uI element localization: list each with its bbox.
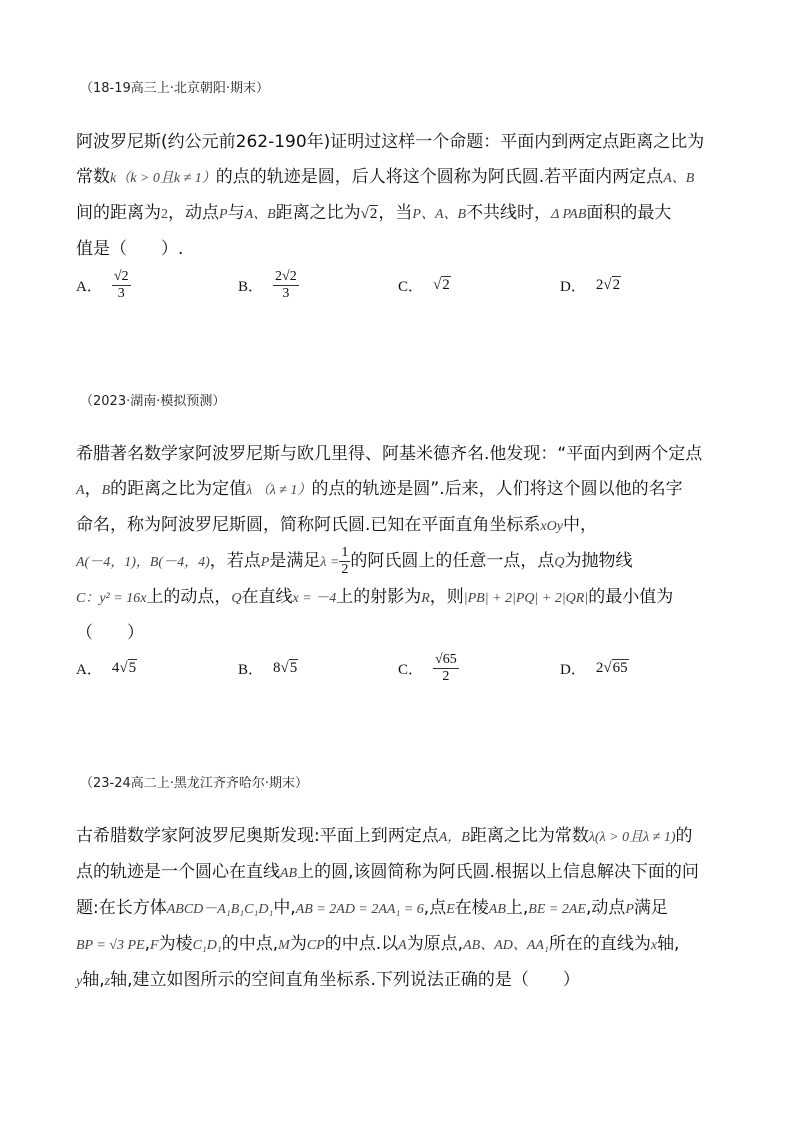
math-inline: Q — [554, 555, 565, 570]
question-line: 古希腊数学家阿波罗尼奥斯发现:平面上到两定点A，B距离之比为常数λ(λ > 0且λ ≠ 1)的 — [76, 826, 693, 846]
math-inline: x — [650, 938, 658, 953]
answer-options — [76, 265, 724, 305]
option-a[interactable]: A． 4√5 — [76, 659, 137, 678]
math-inline: E — [446, 902, 455, 917]
math-inline: A(－4，1)，B(－4，4) — [76, 555, 210, 570]
option-d[interactable]: D． 2√65 — [560, 659, 628, 678]
math-inline: AB — [488, 902, 506, 917]
question-1-text — [76, 125, 724, 267]
question-3-text — [76, 819, 724, 999]
math-inline: xOy — [540, 519, 563, 534]
radical: 2√65 — [595, 659, 628, 676]
math-inline: P、A、B — [412, 207, 467, 222]
math-inline: ABCD－A₁B₁C₁D₁ — [166, 902, 274, 917]
math-inline: AB = 2AD = 2AA₁ = 6 — [295, 902, 424, 917]
math-inline: 2 — [161, 207, 168, 222]
fraction: $\frac{√2}{3}$ — [113, 268, 129, 301]
option-c[interactable]: C． √2 — [398, 276, 450, 295]
radical: 2√2 — [595, 276, 621, 293]
question-line: 常数k（k > 0且k ≠ 1）的点的轨迹是圆，后人将这个圆称为阿氏圆.若平面内两定点A、B — [76, 167, 695, 187]
math-inline: C₁D₁ — [192, 938, 222, 953]
question-source: （2023·湖南·模拟预测） — [80, 394, 226, 409]
question-line: A，B的距离之比为定值λ （λ ≠ 1）的点的轨迹是圆”.后来，人们将这个圆以他的名字 — [76, 479, 683, 499]
option-c[interactable]: C． $\frac{√65}{2}$ — [398, 651, 457, 684]
option-d[interactable]: D． 2√2 — [560, 276, 621, 295]
question-line: 间的距离为2，动点P与A、B距离之比为√2，当P、A、B不共线时，Δ PAB面积的最大 — [76, 203, 672, 223]
math-inline: P — [260, 555, 270, 570]
question-line: A(－4，1)，B(－4，4)，若点P是满足λ = $\frac{1}{2}$ 的阿氏圆上的任意一点，点Q为抛物线 — [76, 544, 633, 577]
math-inline: Q — [231, 591, 242, 606]
math-inline: BP = √3 PE — [76, 938, 145, 953]
math-inline: A，B — [438, 830, 470, 845]
math-inline: C：y² = 16x — [76, 591, 147, 606]
math-inline: P — [625, 902, 634, 917]
math-inline: P — [219, 207, 228, 222]
answer-options — [76, 648, 724, 688]
math-inline: λ （λ ≠ 1） — [246, 483, 312, 498]
math-inline: AB — [280, 866, 298, 881]
radical: 8√5 — [273, 659, 298, 676]
question-line: （ ） — [76, 623, 144, 643]
fraction: $\frac{√65}{2}$ — [435, 651, 457, 684]
option-b[interactable]: B． 8√5 — [238, 659, 298, 678]
math-inline: y — [76, 974, 83, 989]
math-inline: A — [398, 938, 407, 953]
question-line: 题:在长方体ABCD－A₁B₁C₁D₁中,AB = 2AD = 2AA₁ = 6,点E在棱AB上,BE = 2AE,动点P满足 — [76, 898, 668, 918]
math-inline: λ(λ > 0且λ ≠ 1) — [588, 830, 676, 845]
question-line: 阿波罗尼斯(约公元前262-190年)证明过这样一个命题：平面内到两定点距离之比为 — [76, 132, 705, 152]
math-inline: k（k > 0且k ≠ 1） — [110, 171, 216, 186]
fraction: $\frac{2√2}{3}$ — [275, 268, 297, 301]
math-inline: A、B — [663, 171, 695, 186]
question-source: （18-19高三上·北京朝阳·期末） — [80, 81, 270, 96]
math-inline: A — [76, 483, 85, 498]
math-inline: z — [104, 974, 111, 989]
question-line: y轴,z轴,建立如图所示的空间直角坐标系.下列说法正确的是（ ） — [76, 970, 580, 990]
math-inline: AB、AD、AA₁ — [463, 938, 549, 953]
question-line: BP = √3 PE,F为棱C₁D₁的中点,M为CP的中点.以A为原点,AB、AD、AA₁所在的直线为x轴, — [76, 934, 680, 954]
option-b[interactable]: B． $\frac{2√2}{3}$ — [238, 268, 297, 301]
question-line: C：y² = 16x上的动点，Q在直线x = －4上的射影为R，则|PB| + 2|PQ| + 2|QR|的最小值为 — [76, 587, 674, 607]
question-line: 希腊著名数学家阿波罗尼斯与欧几里得、阿基米德齐名.他发现：“平面内到两个定点 — [76, 444, 703, 464]
math-inline: M — [278, 938, 290, 953]
math-inline: |PB| + 2|PQ| + 2|QR| — [463, 591, 589, 606]
question-line: 值是（ ）. — [76, 239, 184, 259]
math-inline: R — [421, 591, 430, 606]
math-inline: CP — [306, 938, 325, 953]
question-line: 点的轨迹是一个圆心在直线AB上的圆,该圆简称为阿氏圆.根据以上信息解决下面的问 — [76, 862, 699, 882]
fraction: $\frac{1}{2}$ — [341, 544, 349, 577]
radical: 4√5 — [111, 659, 137, 676]
question-source: （23-24高二上·黑龙江齐齐哈尔·期末） — [80, 776, 309, 791]
math-inline: F — [150, 938, 159, 953]
math-inline: BE = 2AE — [528, 902, 586, 917]
math-inline: Δ PAB — [551, 207, 587, 222]
option-a[interactable]: A． $\frac{√2}{3}$ — [76, 268, 129, 301]
math-inline: A、B — [244, 207, 276, 222]
math-inline: √2 — [360, 206, 378, 222]
math-inline: x = －4 — [292, 591, 337, 606]
math-inline: λ = — [320, 555, 340, 570]
question-2-text — [76, 437, 724, 651]
question-line: 命名，称为阿波罗尼斯圆，简称阿氏圆.已知在平面直角坐标系xOy中， — [76, 515, 597, 535]
math-inline: B — [101, 483, 111, 498]
radical: √2 — [433, 276, 450, 293]
